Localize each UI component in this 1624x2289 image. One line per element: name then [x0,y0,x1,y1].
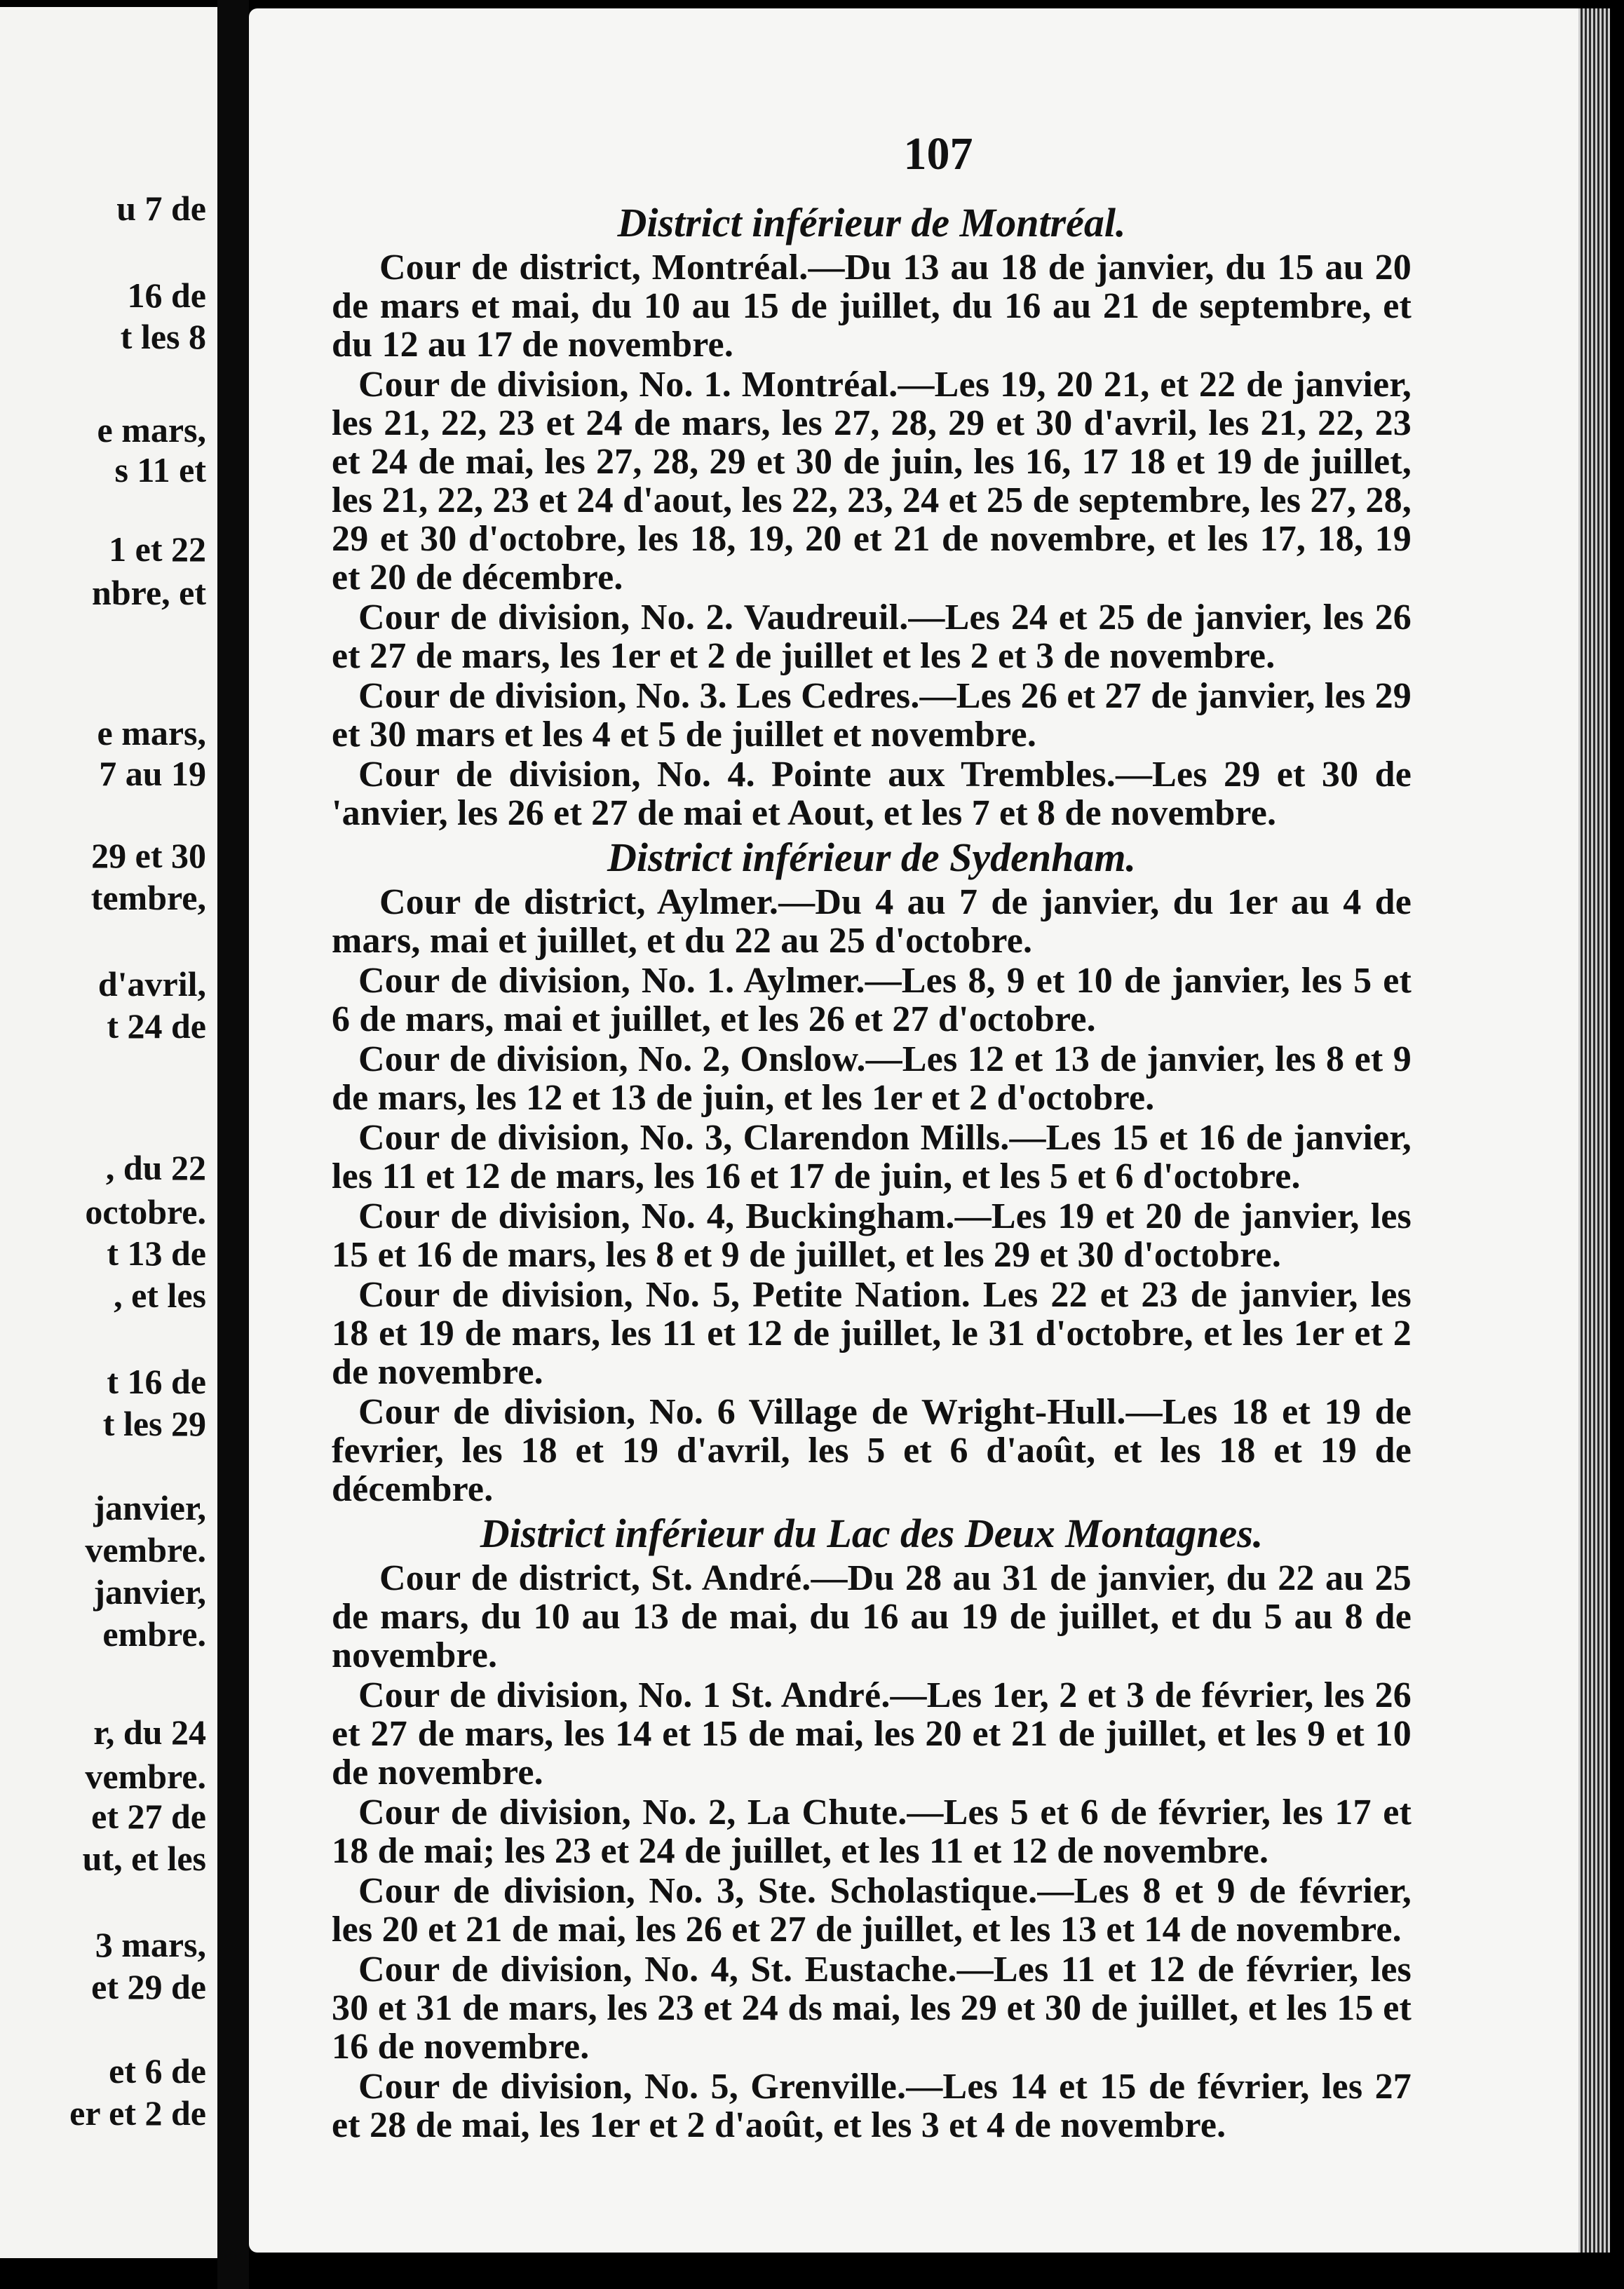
facing-page [0,7,217,2258]
district-court-entry: Cour de district, Aylmer.—Du 4 au 7 de janvier, du 1er au 4 de mars, mai et juillet, et du 22 au 25 d'octobre. [332,882,1412,961]
facing-page-line: vembre. [85,1530,206,1569]
facing-page-line: janvier, [93,1488,206,1527]
district-heading: District inférieur de Sydenham. [607,835,1137,880]
facing-page-line: s 11 et [114,450,206,489]
facing-page-line: d'avril, [97,964,206,1004]
facing-page-line: octobre. [85,1192,206,1231]
facing-page-line: , du 22 [105,1148,206,1187]
facing-page-line: tembre, [90,878,206,917]
book-gutter [217,0,249,2289]
facing-page-line: 3 mars, [95,1925,206,1964]
division-court-entry: Cour de division, No. 3, Clarendon Mills.—Les 15 et 16 de janvier, les 11 et 12 de mars, les 16 et 17 de juin, et les 5 et 6 d'octobre. [332,1118,1412,1196]
division-court-entry: Cour de division, No. 2. Vaudreuil.—Les 24 et 25 de janvier, les 26 et 27 de mars, les 1er et 2 de juillet et les 2 et 3 de novembre. [332,597,1412,676]
facing-page-line: r, du 24 [93,1713,206,1752]
district-court-entry: Cour de district, St. André.—Du 28 au 31 de janvier, du 22 au 25 de mars, du 10 au 13 de mai, du 16 au 19 de juillet, et du 5 au 8 de novembre. [332,1558,1412,1675]
facing-page-line: u 7 de [116,189,206,228]
facing-page-line: e mars, [97,410,206,450]
division-court-entry: Cour de division, No. 4. Pointe aux Trembles.—Les 29 et 30 de 'anvier, les 26 et 27 de mai et Aout, et les 7 et 8 de novembre. [332,755,1412,833]
facing-page-line: t les 29 [102,1404,206,1443]
district-heading: District inférieur de Montréal. [617,200,1126,245]
division-court-entry: Cour de division, No. 3. Les Cedres.—Les 26 et 27 de janvier, les 29 et 30 mars et les 4 et 5 de juillet et novembre. [332,676,1412,755]
facing-page-line: t 24 de [107,1006,206,1046]
facing-page-line: 7 au 19 [99,754,206,793]
facing-page-line: e mars, [97,713,206,752]
district-court-entry: Cour de district, Montréal.—Du 13 au 18 de janvier, du 15 au 20 de mars et mai, du 10 au 15 de juillet, du 16 au 21 de septembre, et du 12 au 17 de novembre. [332,248,1412,365]
division-court-entry: Cour de division, No. 2, Onslow.—Les 12 et 13 de janvier, les 8 et 9 de mars, les 12 et 13 de juin, et les 1er et 2 d'octobre. [332,1039,1412,1118]
facing-page-line: et 6 de [109,2051,206,2091]
division-court-entry: Cour de division, No. 1. Montréal.—Les 19, 20 21, et 22 de janvier, les 21, 22, 23 et 24 de mars, les 27, 28, 29 et 30 d'avril, les 21, 22, 23 et 24 de mai, les 27, 28, 29 et 30 de juin, les 16, 17 18 et 19 de juillet, les 21, 22, 23 et 24 d'aout, les 22, 23, 24 et 25 de septembre, les 27, 28, 29 et 30 d'octobre, les 18, 19, 20 et 21 de novembre, et les 17, 18, 19 et 20 de décembre. [332,365,1412,597]
facing-page-line: t 16 de [107,1362,206,1401]
facing-page-line: 1 et 22 [109,529,206,569]
page-edge [1578,8,1610,2253]
division-court-entry: Cour de division, No. 3, Ste. Scholastique.—Les 8 et 9 de février, les 20 et 21 de mai, les 26 et 27 de juillet, et les 13 et 14 de novembre. [332,1871,1412,1950]
division-court-entry: Cour de division, No. 4, St. Eustache.—Les 11 et 12 de février, les 30 et 31 de mars, les 23 et 24 ds mai, les 29 et 30 de juillet, et les 15 et 16 de novembre. [332,1950,1412,2067]
facing-page-line: ut, et les [82,1839,206,1878]
division-court-entry: Cour de division, No. 2, La Chute.—Les 5 et 6 de février, les 17 et 18 de mai; les 23 et 24 de juillet, et les 11 et 12 de novembre. [332,1792,1412,1871]
facing-page-line: , et les [114,1276,206,1315]
facing-page-line: er et 2 de [69,2093,206,2133]
page-content [332,198,1412,2146]
facing-page-line: et 27 de [91,1797,206,1836]
division-court-entry: Cour de division, No. 1 St. André.—Les 1er, 2 et 3 de février, les 26 et 27 de mars, les 14 et 15 de mai, les 20 et 21 de juillet, et les 9 et 10 de novembre. [332,1675,1412,1792]
facing-page-line: embre. [102,1614,206,1654]
division-court-entry: Cour de division, No. 6 Village de Wright-Hull.—Les 18 et 19 de fevrier, les 18 et 19 d'avril, les 5 et 6 d'août, et les 18 et 19 de décembre. [332,1392,1412,1509]
division-court-entry: Cour de division, No. 4, Buckingham.—Les 19 et 20 de janvier, les 15 et 16 de mars, les 8 et 9 de juillet, et les 29 et 30 d'octobre. [332,1196,1412,1275]
facing-page-line: t les 8 [120,317,206,356]
division-court-entry: Cour de division, No. 5, Petite Nation. Les 22 et 23 de janvier, les 18 et 19 de mars, les 11 et 12 de juillet, le 31 d'octobre, et les 1er et 2 de novembre. [332,1275,1412,1392]
facing-page-line: vembre. [85,1757,206,1796]
facing-page-line: 29 et 30 [91,836,206,875]
facing-page-line: t 13 de [107,1234,206,1273]
division-court-entry: Cour de division, No. 1. Aylmer.—Les 8, 9 et 10 de janvier, les 5 et 6 de mars, mai et juillet, et les 26 et 27 d'octobre. [332,961,1412,1039]
facing-page-line: et 29 de [91,1967,206,2006]
main-page [249,8,1578,2253]
facing-page-line: 16 de [127,276,206,315]
facing-page-line: janvier, [93,1572,206,1612]
facing-page-line: nbre, et [92,573,206,612]
district-heading: District inférieur du Lac des Deux Montagnes. [480,1511,1264,1556]
page-number: 107 [903,128,973,180]
division-court-entry: Cour de division, No. 5, Grenville.—Les 14 et 15 de février, les 27 et 28 de mai, les 1er et 2 d'août, et les 3 et 4 de novembre. [332,2067,1412,2145]
